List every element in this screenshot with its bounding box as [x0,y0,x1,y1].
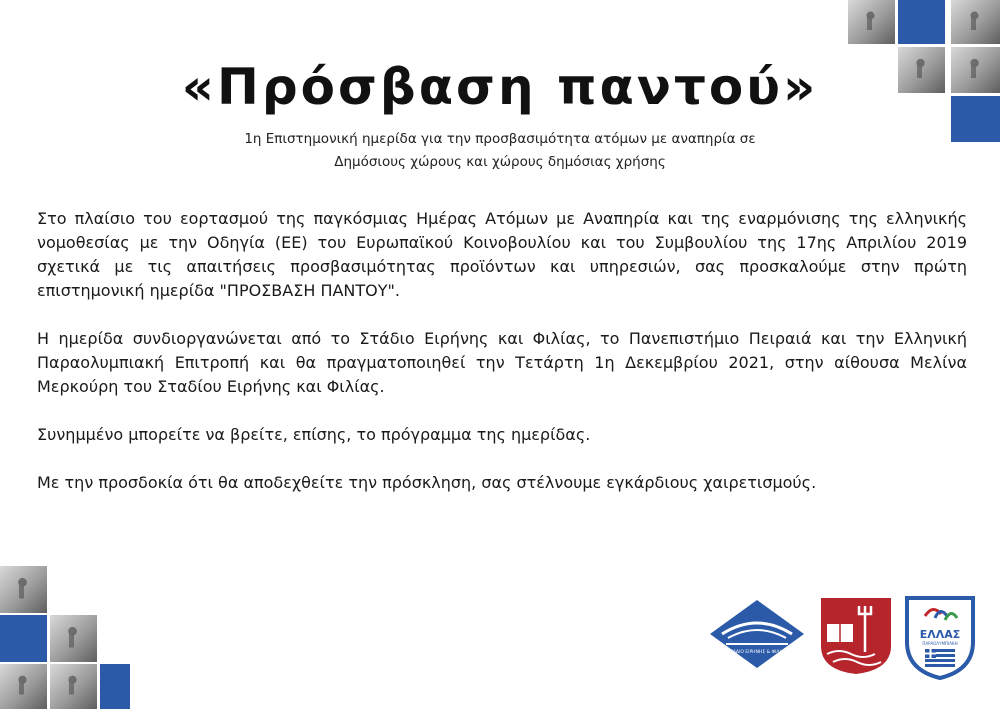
mosaic-blue-tile [898,0,945,44]
mosaic-photo-wheelchair-desk [0,566,47,613]
stadium-logo [708,598,806,670]
mosaic-photo-group [50,664,97,709]
subtitle-line-2: Δημόσιους χώρους και χώρους δημόσιας χρήσης [334,154,666,170]
stadium-logo-caption: ΣΤΑΔΙΟ ΕΙΡΗΝΗΣ & ΦΙΛΙΑΣ [727,650,787,655]
paragraph-attachment: Συνημμένο μπορείτε να βρείτε, επίσης, το πρόγραμμα της ημερίδας. [37,425,591,444]
mosaic-photo-wheelchair-desk [848,0,895,44]
hellenic-paralympic-committee-logo [903,594,977,680]
paralympic-logo-subtext: ΠΑΡΑΟΛΥΜΠΙΑΚΗ [922,641,958,646]
mosaic-photo-group [951,0,1000,44]
mosaic-photo-sport [0,664,47,709]
paragraph-organizers: Η ημερίδα συνδιοργανώνεται από το Στάδιο Ειρήνης και Φιλίας, το Πανεπιστήμιο Πειραιά και την Ελληνική Παραολυμπιακή Επιτροπή και θα πραγματοποιηθεί την Τετάρτη 1η Δεκεμβρίου 2021, στην αίθουσα Μελίνα Μερκούρη του Σταδίου Ειρήνης και Φιλίας. [37,329,967,396]
mosaic-blue-tile [100,664,130,709]
university-of-piraeus-logo [819,596,893,676]
paralympic-logo-text: ΕΛΛΑΣ [919,628,961,641]
page-title: «Πρόσβαση παντού» [181,58,819,116]
page-subtitle [200,128,800,174]
paragraph-context: Στο πλαίσιο του εορτασμού της παγκόσμιας Ημέρας Ατόμων με Αναπηρία και της εναρμόνισης της ελληνικής νομοθεσίας με την Οδηγία (ΕΕ) του Ευρωπαϊκού Κοινοβουλίου και του Συμβουλίου της 17ης Απριλίου 2019 σχετικά με τις απαιτήσεις προσβασιμότητας προϊόντων και υπηρεσιών, σας προσκαλούμε στην πρώτη επιστημονική ημερίδα "ΠΡΟΣΒΑΣΗ ΠΑΝΤΟΥ". [37,209,967,300]
mosaic-photo-corridor [50,615,97,662]
invitation-body [37,207,967,519]
paragraph-closing: Με την προσδοκία ότι θα αποδεχθείτε την πρόσκληση, σας στέλνουμε εγκάρδιους χαιρετισμούς. [37,473,817,492]
mosaic-blue-tile [0,615,47,662]
subtitle-line-1: 1η Επιστημονική ημερίδα για την προσβασιμότητα ατόμων με αναπηρία σε [244,131,756,147]
